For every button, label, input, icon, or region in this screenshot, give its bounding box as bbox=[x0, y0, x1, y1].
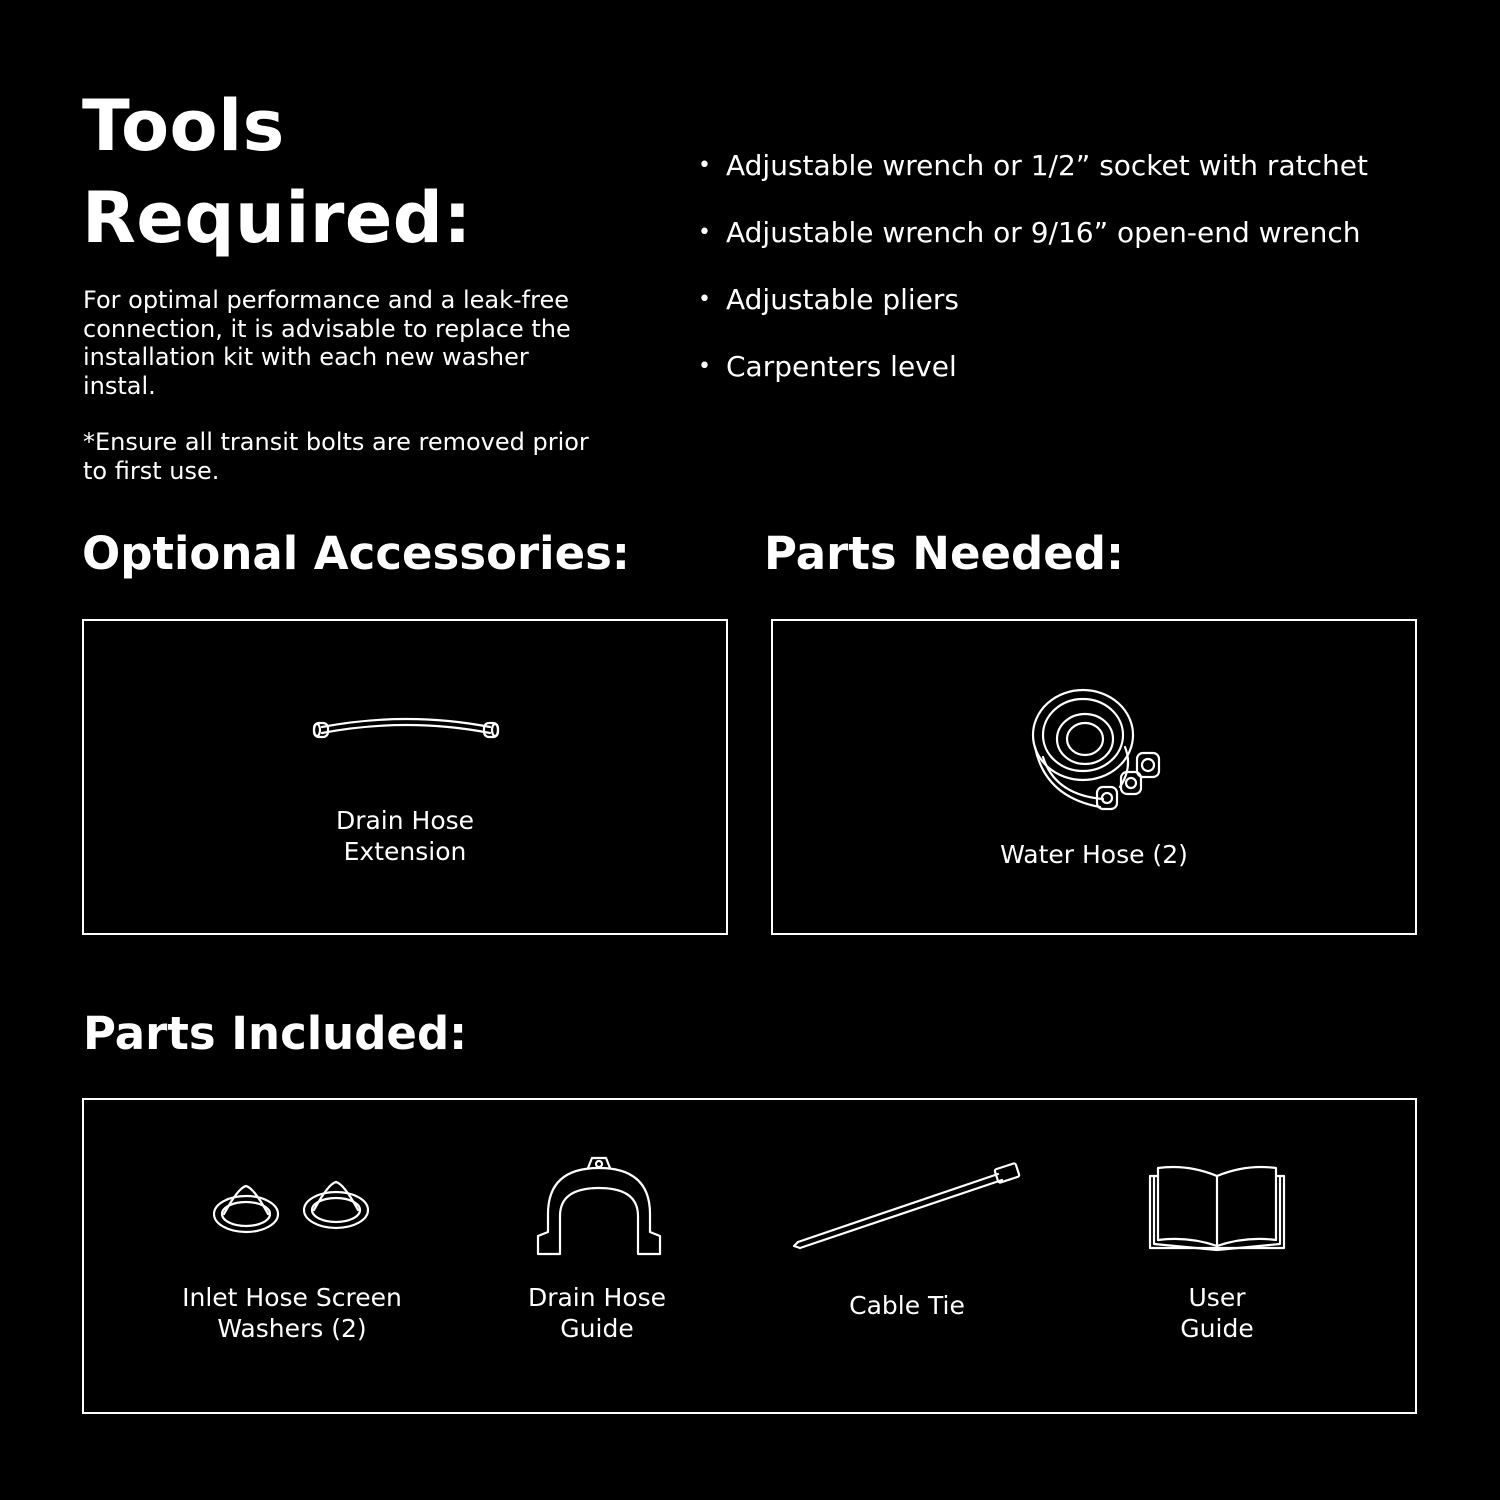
cable-tie-label: Cable Tie bbox=[849, 1291, 965, 1320]
user-guide-label: User Guide bbox=[1180, 1283, 1254, 1343]
tools-list bbox=[698, 140, 1368, 408]
parts-needed-box bbox=[771, 619, 1417, 935]
tool-item bbox=[698, 207, 1368, 274]
drain-hose-extension-icon bbox=[312, 713, 502, 743]
drain-hose-guide-icon bbox=[536, 1154, 662, 1256]
bullet-icon: • bbox=[698, 354, 711, 379]
bullet-icon: • bbox=[698, 287, 711, 312]
parts-needed-heading: Parts Needed: bbox=[764, 527, 1124, 580]
user-guide-icon bbox=[1148, 1162, 1286, 1252]
parts-included-heading: Parts Included: bbox=[83, 1007, 468, 1060]
drain-hose-extension-label: Drain Hose Extension bbox=[335, 806, 475, 866]
tool-item-label: Carpenters level bbox=[726, 350, 957, 383]
tool-item-label: Adjustable wrench or 9/16” open-end wrench bbox=[726, 216, 1361, 249]
water-hose-label: Water Hose (2) bbox=[1000, 840, 1188, 869]
tools-required-title bbox=[82, 80, 642, 264]
cable-tie-icon bbox=[792, 1162, 1024, 1252]
tool-item bbox=[698, 274, 1368, 341]
optional-accessories-box bbox=[82, 619, 728, 935]
screen-washers-icon bbox=[212, 1182, 372, 1238]
tools-required-description: For optimal performance and a leak-free connection, it is advisable to replace the installation kit with each new washer instal. bbox=[83, 286, 571, 400]
screen-washers-label: Inlet Hose Screen Washers (2) bbox=[182, 1283, 402, 1343]
water-hose-icon bbox=[1025, 687, 1170, 822]
tool-item-label: Adjustable wrench or 1/2” socket with ratchet bbox=[726, 149, 1368, 182]
tools-required-title-line2: Required: bbox=[82, 177, 472, 259]
bullet-icon: • bbox=[698, 220, 711, 245]
transit-bolts-note: *Ensure all transit bolts are removed prior to first use. bbox=[83, 428, 589, 485]
drain-hose-guide-label: Drain Hose Guide bbox=[527, 1283, 667, 1343]
bullet-icon: • bbox=[698, 153, 711, 178]
parts-included-box bbox=[82, 1098, 1417, 1414]
tool-item bbox=[698, 341, 1368, 408]
optional-accessories-heading: Optional Accessories: bbox=[82, 527, 630, 580]
tools-required-title-line1: Tools bbox=[82, 85, 285, 167]
tool-item-label: Adjustable pliers bbox=[726, 283, 960, 316]
tool-item bbox=[698, 140, 1368, 207]
